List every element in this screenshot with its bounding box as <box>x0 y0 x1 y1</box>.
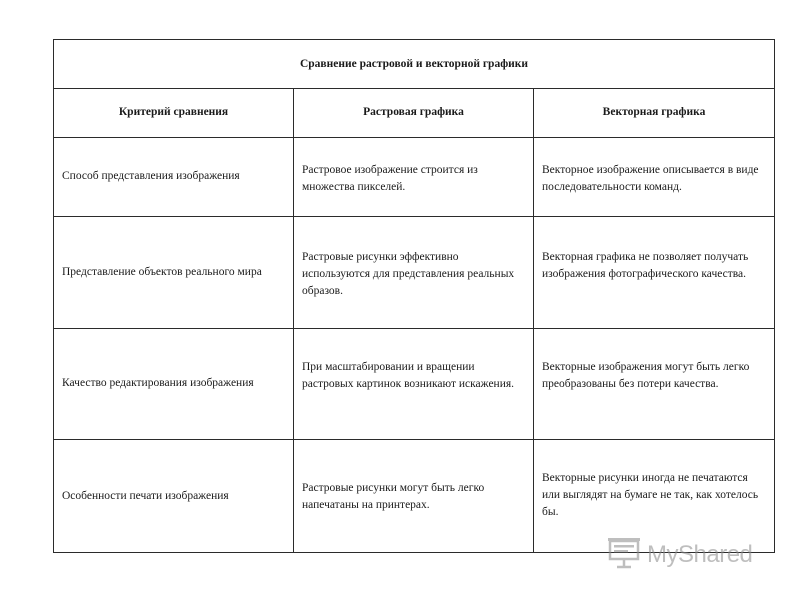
criterion-cell: Представление объектов реального мира <box>54 217 294 329</box>
vector-cell: Векторное изображение описывается в виде последовательности команд. <box>534 137 775 216</box>
header-criterion: Критерий сравнения <box>54 89 294 137</box>
criterion-cell: Способ представления изображения <box>54 137 294 216</box>
table-row <box>54 217 775 329</box>
table-row <box>54 328 775 440</box>
criterion-cell: Качество редактирования изображения <box>54 328 294 440</box>
header-vector: Векторная графика <box>534 89 775 137</box>
raster-cell: Растровые рисунки могут быть легко напечатаны на принтерах. <box>294 440 534 553</box>
watermark-text: MyShared <box>647 541 753 568</box>
raster-cell: Растровые рисунки эффективно используются для представления реальных образов. <box>294 217 534 329</box>
table-row <box>54 137 775 216</box>
vector-cell: Векторные рисунки иногда не печатаются или выглядят на бумаге не так, как хотелось бы. <box>534 440 775 553</box>
raster-cell: При масштабировании и вращении растровых картинок возникают искажения. <box>294 328 534 440</box>
vector-cell: Векторные изображения могут быть легко преобразованы без потери качества. <box>534 328 775 440</box>
vector-cell: Векторная графика не позволяет получать изображения фотографического качества. <box>534 217 775 329</box>
raster-cell: Растровое изображение строится из множества пикселей. <box>294 137 534 216</box>
header-raster: Растровая графика <box>294 89 534 137</box>
table-title: Сравнение растровой и векторной графики <box>54 40 775 89</box>
comparison-table <box>53 39 775 553</box>
criterion-cell: Особенности печати изображения <box>54 440 294 553</box>
watermark <box>607 535 767 575</box>
presentation-board-icon <box>607 536 641 575</box>
